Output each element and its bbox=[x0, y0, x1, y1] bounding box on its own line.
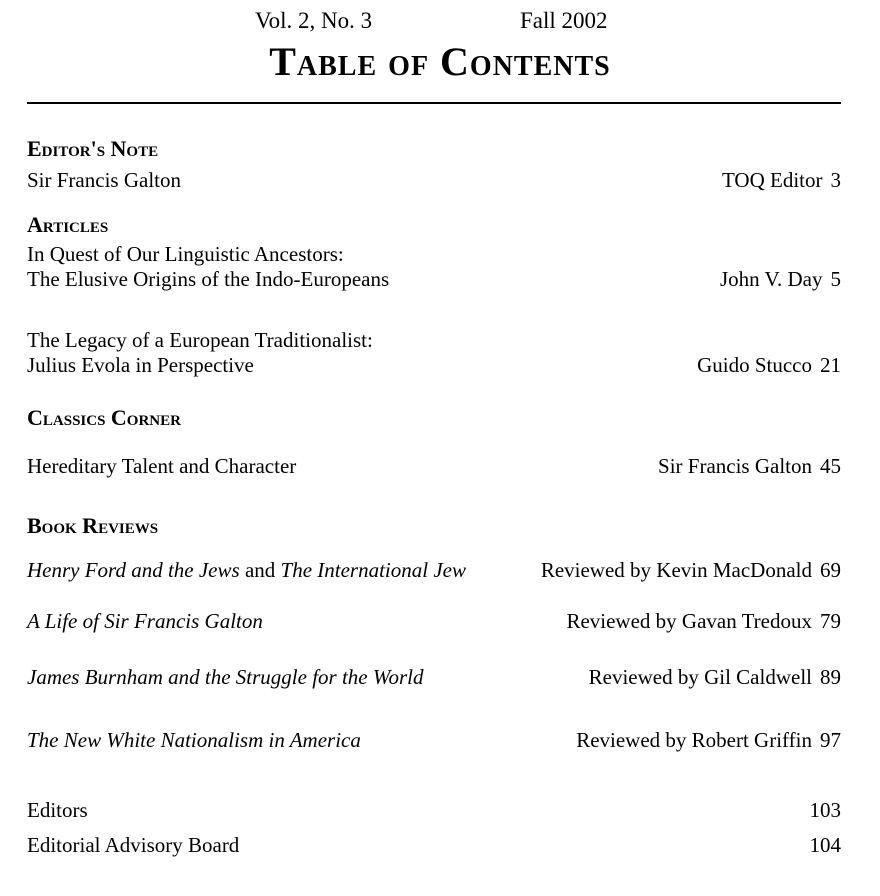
entry-page: 5 bbox=[830, 267, 841, 291]
book-title: The International Jew bbox=[280, 558, 466, 582]
section-heading-book-reviews: Book Reviews bbox=[27, 513, 159, 538]
entry-author: Sir Francis Galton bbox=[658, 454, 812, 478]
section-heading-editors-note: Editor's Note bbox=[27, 136, 159, 161]
header-rule bbox=[27, 102, 841, 104]
entry-title: Hereditary Talent and Character bbox=[27, 454, 297, 478]
entry-page: 3 bbox=[830, 168, 841, 192]
toc-entry bbox=[27, 242, 841, 267]
entry-page: 103 bbox=[809, 798, 841, 822]
toc-entry bbox=[27, 168, 841, 193]
entry-page: 97 bbox=[820, 728, 841, 752]
entry-page: 89 bbox=[820, 665, 841, 689]
toc-entry bbox=[27, 558, 841, 583]
entry-page: 104 bbox=[809, 833, 841, 857]
section-heading-classics-corner: Classics Corner bbox=[27, 405, 181, 430]
entry-author: Reviewed by Gavan Tredoux bbox=[566, 609, 812, 633]
toc-entry bbox=[27, 609, 841, 634]
section-heading-articles: Articles bbox=[27, 212, 109, 237]
toc-entry bbox=[27, 454, 841, 479]
entry-title bbox=[27, 558, 466, 583]
entry-title: Sir Francis Galton bbox=[27, 168, 181, 192]
book-title: James Burnham and the Struggle for the World bbox=[27, 665, 424, 689]
toc-entry bbox=[27, 728, 841, 753]
entry-title-line1: In Quest of Our Linguistic Ancestors: bbox=[27, 242, 344, 266]
toc-entry bbox=[27, 665, 841, 690]
volume-number: Vol. 2, No. 3 bbox=[255, 8, 373, 33]
toc-entry-editors bbox=[27, 798, 841, 823]
toc-entry bbox=[27, 267, 841, 292]
book-title: Henry Ford and the Jews bbox=[27, 558, 240, 582]
issue-season: Fall 2002 bbox=[520, 8, 608, 33]
book-title: A Life of Sir Francis Galton bbox=[27, 609, 263, 633]
title-conjunction: and bbox=[244, 558, 276, 582]
entry-title-line2: Julius Evola in Perspective bbox=[27, 353, 254, 377]
page-title: Table of Contents bbox=[269, 39, 611, 84]
entry-author: John V. Day bbox=[720, 267, 823, 291]
entry-page: 45 bbox=[820, 454, 841, 478]
toc-entry bbox=[27, 353, 841, 378]
toc-entry bbox=[27, 328, 841, 353]
entry-title: Editorial Advisory Board bbox=[27, 833, 240, 857]
toc-entry-advisory-board bbox=[27, 833, 841, 858]
entry-page: 21 bbox=[820, 353, 841, 377]
book-title: The New White Nationalism in America bbox=[27, 728, 361, 752]
entry-page: 69 bbox=[820, 558, 841, 582]
entry-author: Guido Stucco bbox=[697, 353, 812, 377]
entry-title: Editors bbox=[27, 798, 88, 822]
entry-page: 79 bbox=[820, 609, 841, 633]
entry-author: Reviewed by Kevin MacDonald bbox=[540, 558, 812, 582]
entry-author: Reviewed by Robert Griffin bbox=[576, 728, 812, 752]
entry-title-line1: The Legacy of a European Traditionalist: bbox=[27, 328, 373, 352]
entry-title-line2: The Elusive Origins of the Indo-Europeans bbox=[27, 267, 390, 291]
entry-author: Reviewed by Gil Caldwell bbox=[588, 665, 812, 689]
entry-author: TOQ Editor bbox=[721, 168, 823, 192]
